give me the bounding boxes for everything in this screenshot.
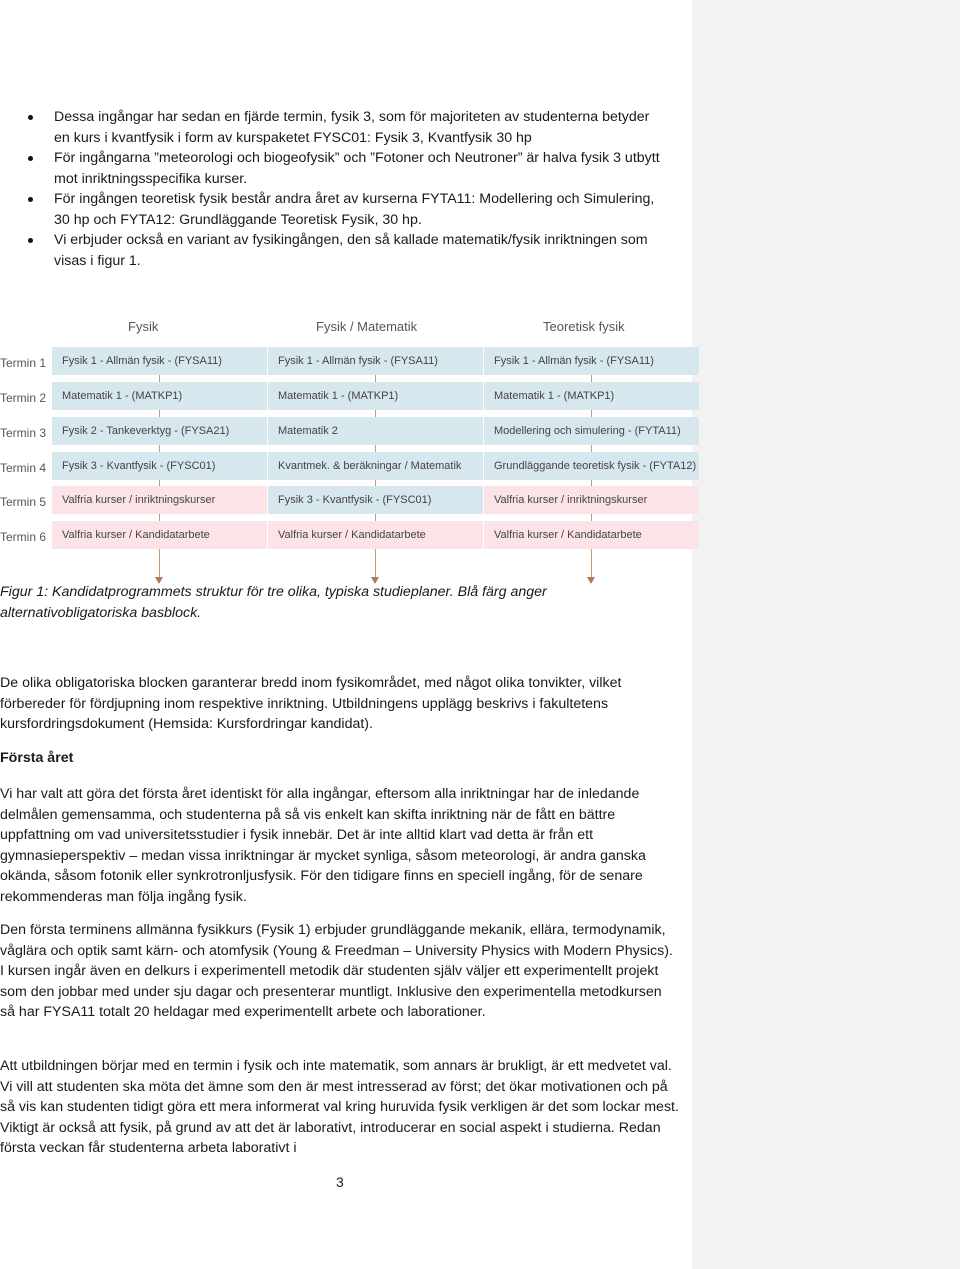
course-cell: Matematik 1 - (MATKP1) xyxy=(484,382,699,410)
course-cell: Valfria kurser / Kandidatarbete xyxy=(52,521,267,549)
course-cell: Fysik 3 - Kvantfysik - (FYSC01) xyxy=(268,486,483,514)
course-cell: Valfria kurser / inriktningskurser xyxy=(52,486,267,514)
term-label: Termin 6 xyxy=(0,530,47,544)
study-plan-figure xyxy=(0,312,697,584)
figure-caption: Figur 1: Kandidatprogrammets struktur för tre olika, typiska studieplaner. Blå färg anger alternativobligatoriska basblock. xyxy=(0,584,547,621)
column-fysik xyxy=(52,347,267,583)
column-teoretisk-fysik xyxy=(484,347,699,583)
bullet-item: För ingångarna ”meteorologi och biogeofysik” och ”Fotoner och Neutroner” är halva fysik 3 utbytt mot inriktningsspecifika kurser. xyxy=(28,148,668,189)
bullet-dot-icon xyxy=(28,197,33,202)
course-cell: Fysik 1 - Allmän fysik - (FYSA11) xyxy=(268,347,483,375)
column-heading-teoretisk-fysik: Teoretisk fysik xyxy=(543,319,625,334)
bullet-item: Vi erbjuder också en variant av fysikingången, den så kallade matematik/fysik inriktningen som visas i figur 1. xyxy=(28,230,668,271)
course-cell: Matematik 1 - (MATKP1) xyxy=(52,382,267,410)
course-cell: Valfria kurser / Kandidatarbete xyxy=(484,521,699,549)
paragraph: Att utbildningen börjar med en termin i fysik och inte matematik, som annars är brukligt, är ett medvetet val. Vi vill att studenten ska möta det ämne som den är mest intresserad av först; det ökar motivationen och på så vis kan studenten tidigt göra ett mera informerat val kring huruvida fysik verkligen är det som lockar mest. Viktigt är också att fysik, på grund av att det är laborativt, introducerar en social aspekt i studierna. Redan första veckan får studenterna arbeta laborativt i xyxy=(0,1058,679,1156)
paragraph: Vi har valt att göra det första året identiskt för alla ingångar, eftersom alla inriktningar har de inledande delmålen gemensamma, och studenterna på så vis enkelt kan skifta inriktning när de fått en bättre uppfattning om vad universitetsstudier i fysik innebär. Det är inte alltid klart vad detta är från ett gymnasieperspektiv – medan vissa inriktningar är mycket synliga, såsom meteorologi, är andra ganska okända, såsom fotonik eller synkrotronljusfysik. För den tidigare finns en speciell ingång, för de senare rekommenderas man följa ingång fysik. xyxy=(0,786,646,905)
course-cell: Valfria kurser / Kandidatarbete xyxy=(268,521,483,549)
column-heading-fysik-matematik: Fysik / Matematik xyxy=(316,319,418,334)
course-cell: Fysik 2 - Tankeverktyg - (FYSA21) xyxy=(52,417,267,445)
course-cell: Fysik 1 - Allmän fysik - (FYSA11) xyxy=(484,347,699,375)
paragraph: De olika obligatoriska blocken garanterar bredd inom fysikområdet, med något olika tonvikter, vilket förbereder för fördjupning inom respektive inriktning. Utbildningens upplägg beskrivs i fakultetens kursfordringsdokument (Hemsida: Kursfordringar kandidat). xyxy=(0,675,622,732)
course-cell: Valfria kurser / inriktningskurser xyxy=(484,486,699,514)
term-label: Termin 1 xyxy=(0,356,47,370)
course-cell: Matematik 2 xyxy=(268,417,483,445)
bullet-dot-icon xyxy=(28,115,33,120)
term-label: Termin 2 xyxy=(0,391,47,405)
bullet-item: För ingången teoretisk fysik består andra året av kurserna FYTA11: Modellering och Simulering, 30 hp och FYTA12: Grundläggande Teoretisk Fysik, 30 hp. xyxy=(28,189,668,230)
course-cell: Modellering och simulering - (FYTA11) xyxy=(484,417,699,445)
bullet-dot-icon xyxy=(28,238,33,243)
bullet-list xyxy=(28,107,668,271)
column-fysik-matematik xyxy=(268,347,483,583)
course-cell: Fysik 3 - Kvantfysik - (FYSC01) xyxy=(52,452,267,480)
course-cell: Matematik 1 - (MATKP1) xyxy=(268,382,483,410)
term-label: Termin 5 xyxy=(0,495,47,509)
course-cell: Kvantmek. & beräkningar / Matematik xyxy=(268,452,483,480)
term-label: Termin 3 xyxy=(0,426,47,440)
bullet-dot-icon xyxy=(28,156,33,161)
term-label: Termin 4 xyxy=(0,461,47,475)
column-heading-fysik: Fysik xyxy=(128,319,159,334)
bullet-item: Dessa ingångar har sedan en fjärde termin, fysik 3, som för majoriteten av studenterna betyder en kurs i kvantfysik i form av kurspaketet FYSC01: Fysik 3, Kvantfysik 30 hp xyxy=(28,107,668,148)
comment-margin-panel xyxy=(692,0,960,1269)
course-cell: Grundläggande teoretisk fysik - (FYTA12) xyxy=(484,452,699,480)
section-heading: Första året xyxy=(0,750,74,766)
page-number: 3 xyxy=(336,1174,344,1190)
course-cell: Fysik 1 - Allmän fysik - (FYSA11) xyxy=(52,347,267,375)
paragraph: Den första terminens allmänna fysikkurs (Fysik 1) erbjuder grundläggande mekanik, ellära, termodynamik, våglära och optik samt kärn- och atomfysik (Young & Freedman – University Physics with Modern Physics). I kursen ingår även en delkurs i experimentell metodik där studenten själv väljer ett experimentellt projekt som den jobbar med under sju dagar och presenterar muntligt. Inklusive den experimentella metodkursen så har FYSA11 totalt 20 heldagar med experimentellt arbete och laborationer. xyxy=(0,922,673,1020)
